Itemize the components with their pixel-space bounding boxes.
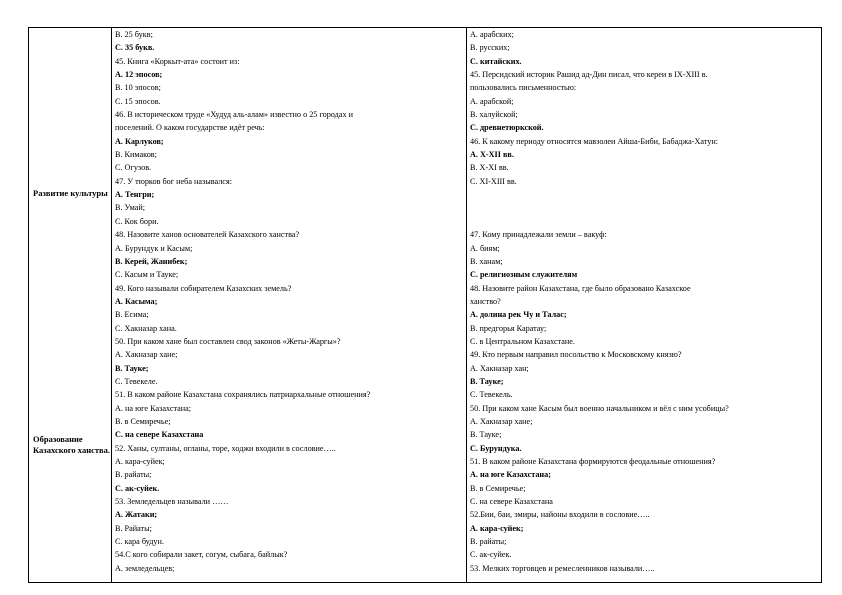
text-line [470, 215, 818, 228]
text-line: B. Умай; [115, 203, 146, 213]
answer-line-correct: B. Тауке; [470, 376, 504, 386]
text-line: 46. В историческом труде «Худуд аль-алам» известно о 25 городах и [115, 110, 353, 120]
text-line: C. XI-XIII вв. [470, 176, 517, 186]
text-line: B. в Семиречье; [115, 416, 171, 426]
table-row [29, 28, 822, 583]
text-line: 48. Назовите район Казахстана, где было образовано Казахское [470, 283, 691, 293]
answer-line-correct: C. на севере Казахстана [115, 430, 204, 440]
answer-line-correct: C. китайских. [470, 56, 522, 66]
text-line: C. в Центральном Казахстане. [470, 336, 575, 346]
text-line: B. Тауке; [470, 430, 502, 440]
text-line: 50. При каком хане был составлен свод законов «Жеты-Жаргы»? [115, 336, 341, 346]
text-line: B. Райаты; [115, 523, 152, 533]
text-line: C. Тевекель. [470, 390, 513, 400]
text-line: 45. Персидский историк Рашид ад-Дин писал, что кереи в IX-XIII в. [470, 70, 708, 80]
text-line: B. предгорья Каратау; [470, 323, 547, 333]
answer-line-correct: A. X-XII вв. [470, 150, 514, 160]
text-line: B. райаты; [470, 537, 507, 547]
text-line: B. ханам; [470, 256, 503, 266]
text-line: C. Тевекеле. [115, 376, 158, 386]
answer-line-correct: A. на юге Казахстана; [470, 470, 551, 480]
text-line: ханство? [470, 296, 501, 306]
text-line: B. Кимаков; [115, 150, 157, 160]
answer-line-correct: A. Карлуков; [115, 136, 164, 146]
text-line: 52. Ханы, султаны, огланы, торе, ходжи входили в сословие….. [115, 443, 336, 453]
text-line: B. райаты; [115, 470, 152, 480]
text-line: A. арабской; [470, 96, 514, 106]
text-line: 46. К какому периоду относятся мавзолеи Айша-Биби, Бабаджа-Хатун: [470, 136, 719, 146]
answer-line-correct: A. Касыма; [115, 296, 158, 306]
text-line [470, 188, 818, 201]
text-line: 48. Назовите ханов основателей Казахского ханства? [115, 230, 300, 240]
answer-line-correct: A. кара-суйек; [470, 523, 524, 533]
text-line: C. Хакназар хана. [115, 323, 177, 333]
text-line: A. кара-суйек; [115, 457, 165, 466]
answer-line-correct: B. Тауке; [115, 363, 149, 373]
topic-culture: Развитие культуры [33, 188, 108, 198]
answer-line-correct: C. Бурундука. [470, 443, 522, 453]
text-line: A. Хакназар хан; [470, 363, 529, 373]
answer-line-correct: C. 35 букв. [115, 43, 155, 53]
answer-line-correct: A. 12 эпосов; [115, 70, 163, 80]
text-line: A. Хакназар хане; [470, 416, 533, 426]
text-line: B. 25 букв; [115, 30, 153, 39]
text-line: A. Хакназар хане; [115, 350, 178, 360]
text-line: 45. Книга «Коркыт-ата» состоит из: [115, 56, 240, 66]
text-line: C. ак-суйек. [470, 550, 512, 560]
text-line: B. 10 эпосов; [115, 83, 161, 93]
questions-column-right [467, 28, 822, 583]
text-line: C. на севере Казахстана [470, 497, 553, 507]
text-line: B. X-XI вв. [470, 163, 509, 173]
answer-line-correct: A. Тенгри; [115, 190, 155, 200]
text-line: A. земледельцев; [115, 563, 175, 573]
text-line: B. в Семиречье; [470, 483, 526, 493]
text-line: A. арабских; [470, 30, 514, 39]
text-line: 49. Кто первым направил посольство к Московскому князю? [470, 350, 682, 360]
text-line: C. 15 эпосов. [115, 96, 161, 106]
text-line: пользовались письменностью: [470, 83, 577, 93]
text-line: A. биям; [470, 243, 500, 253]
questions-column-left [112, 28, 467, 583]
text-line: B. русских; [470, 43, 510, 53]
text-line: 49. Кого называли собирателем Казахских земель? [115, 283, 292, 293]
text-line: C. Огузов. [115, 163, 152, 173]
text-line: 51. В каком районе Казахстана формируются феодальные отношения? [470, 457, 716, 466]
text-line: 52.Бии, баи, эмиры, найоны входили в сословие….. [470, 510, 650, 520]
answer-line-correct: B. Керей, Жанибек; [115, 256, 188, 266]
text-line: 47. У тюрков бог неба назывался: [115, 176, 232, 186]
topics-column [29, 28, 112, 583]
text-line: B. Есима; [115, 310, 149, 320]
topic-khanate: Образование Казахского ханства. [33, 434, 111, 455]
answer-line-correct: C. древнетюркской. [470, 123, 544, 133]
text-line [470, 201, 818, 214]
text-line: A. на юге Казахстана; [115, 403, 192, 413]
answer-line-correct: C. ак-суйек. [115, 483, 160, 493]
text-line: 53. Земледельцев называли …… [115, 497, 229, 507]
answer-line-correct: A. долина рек Чу и Талас; [470, 310, 567, 320]
text-line: 51. В каком районе Казахстана сохранялись патриархальные отношения? [115, 390, 371, 400]
text-line: поселений. О каком государстве идёт речь: [115, 123, 265, 133]
quiz-table [28, 27, 822, 583]
answer-line-correct: A. Жатаки; [115, 510, 158, 520]
text-line: C. Кок бори. [115, 216, 159, 226]
text-line: 47. Кому принадлежали земли – вакуф: [470, 230, 607, 240]
text-line: B. халуйской; [470, 110, 518, 120]
answer-line-correct: C. религиозным служителям [470, 270, 578, 280]
text-line: A. Бурундук и Касым; [115, 243, 193, 253]
text-line: 50. При каком хане Касым был военно начальником и вёл с ним усобицы? [470, 403, 729, 413]
text-line: C. Касым и Тауке; [115, 270, 179, 280]
text-line: 53. Мелких торговцев и ремесленников называли….. [470, 563, 655, 573]
text-line: C. кара будун. [115, 537, 164, 547]
text-line: 54.С кого собирали закет, согум, сыбага, байлык? [115, 550, 288, 560]
